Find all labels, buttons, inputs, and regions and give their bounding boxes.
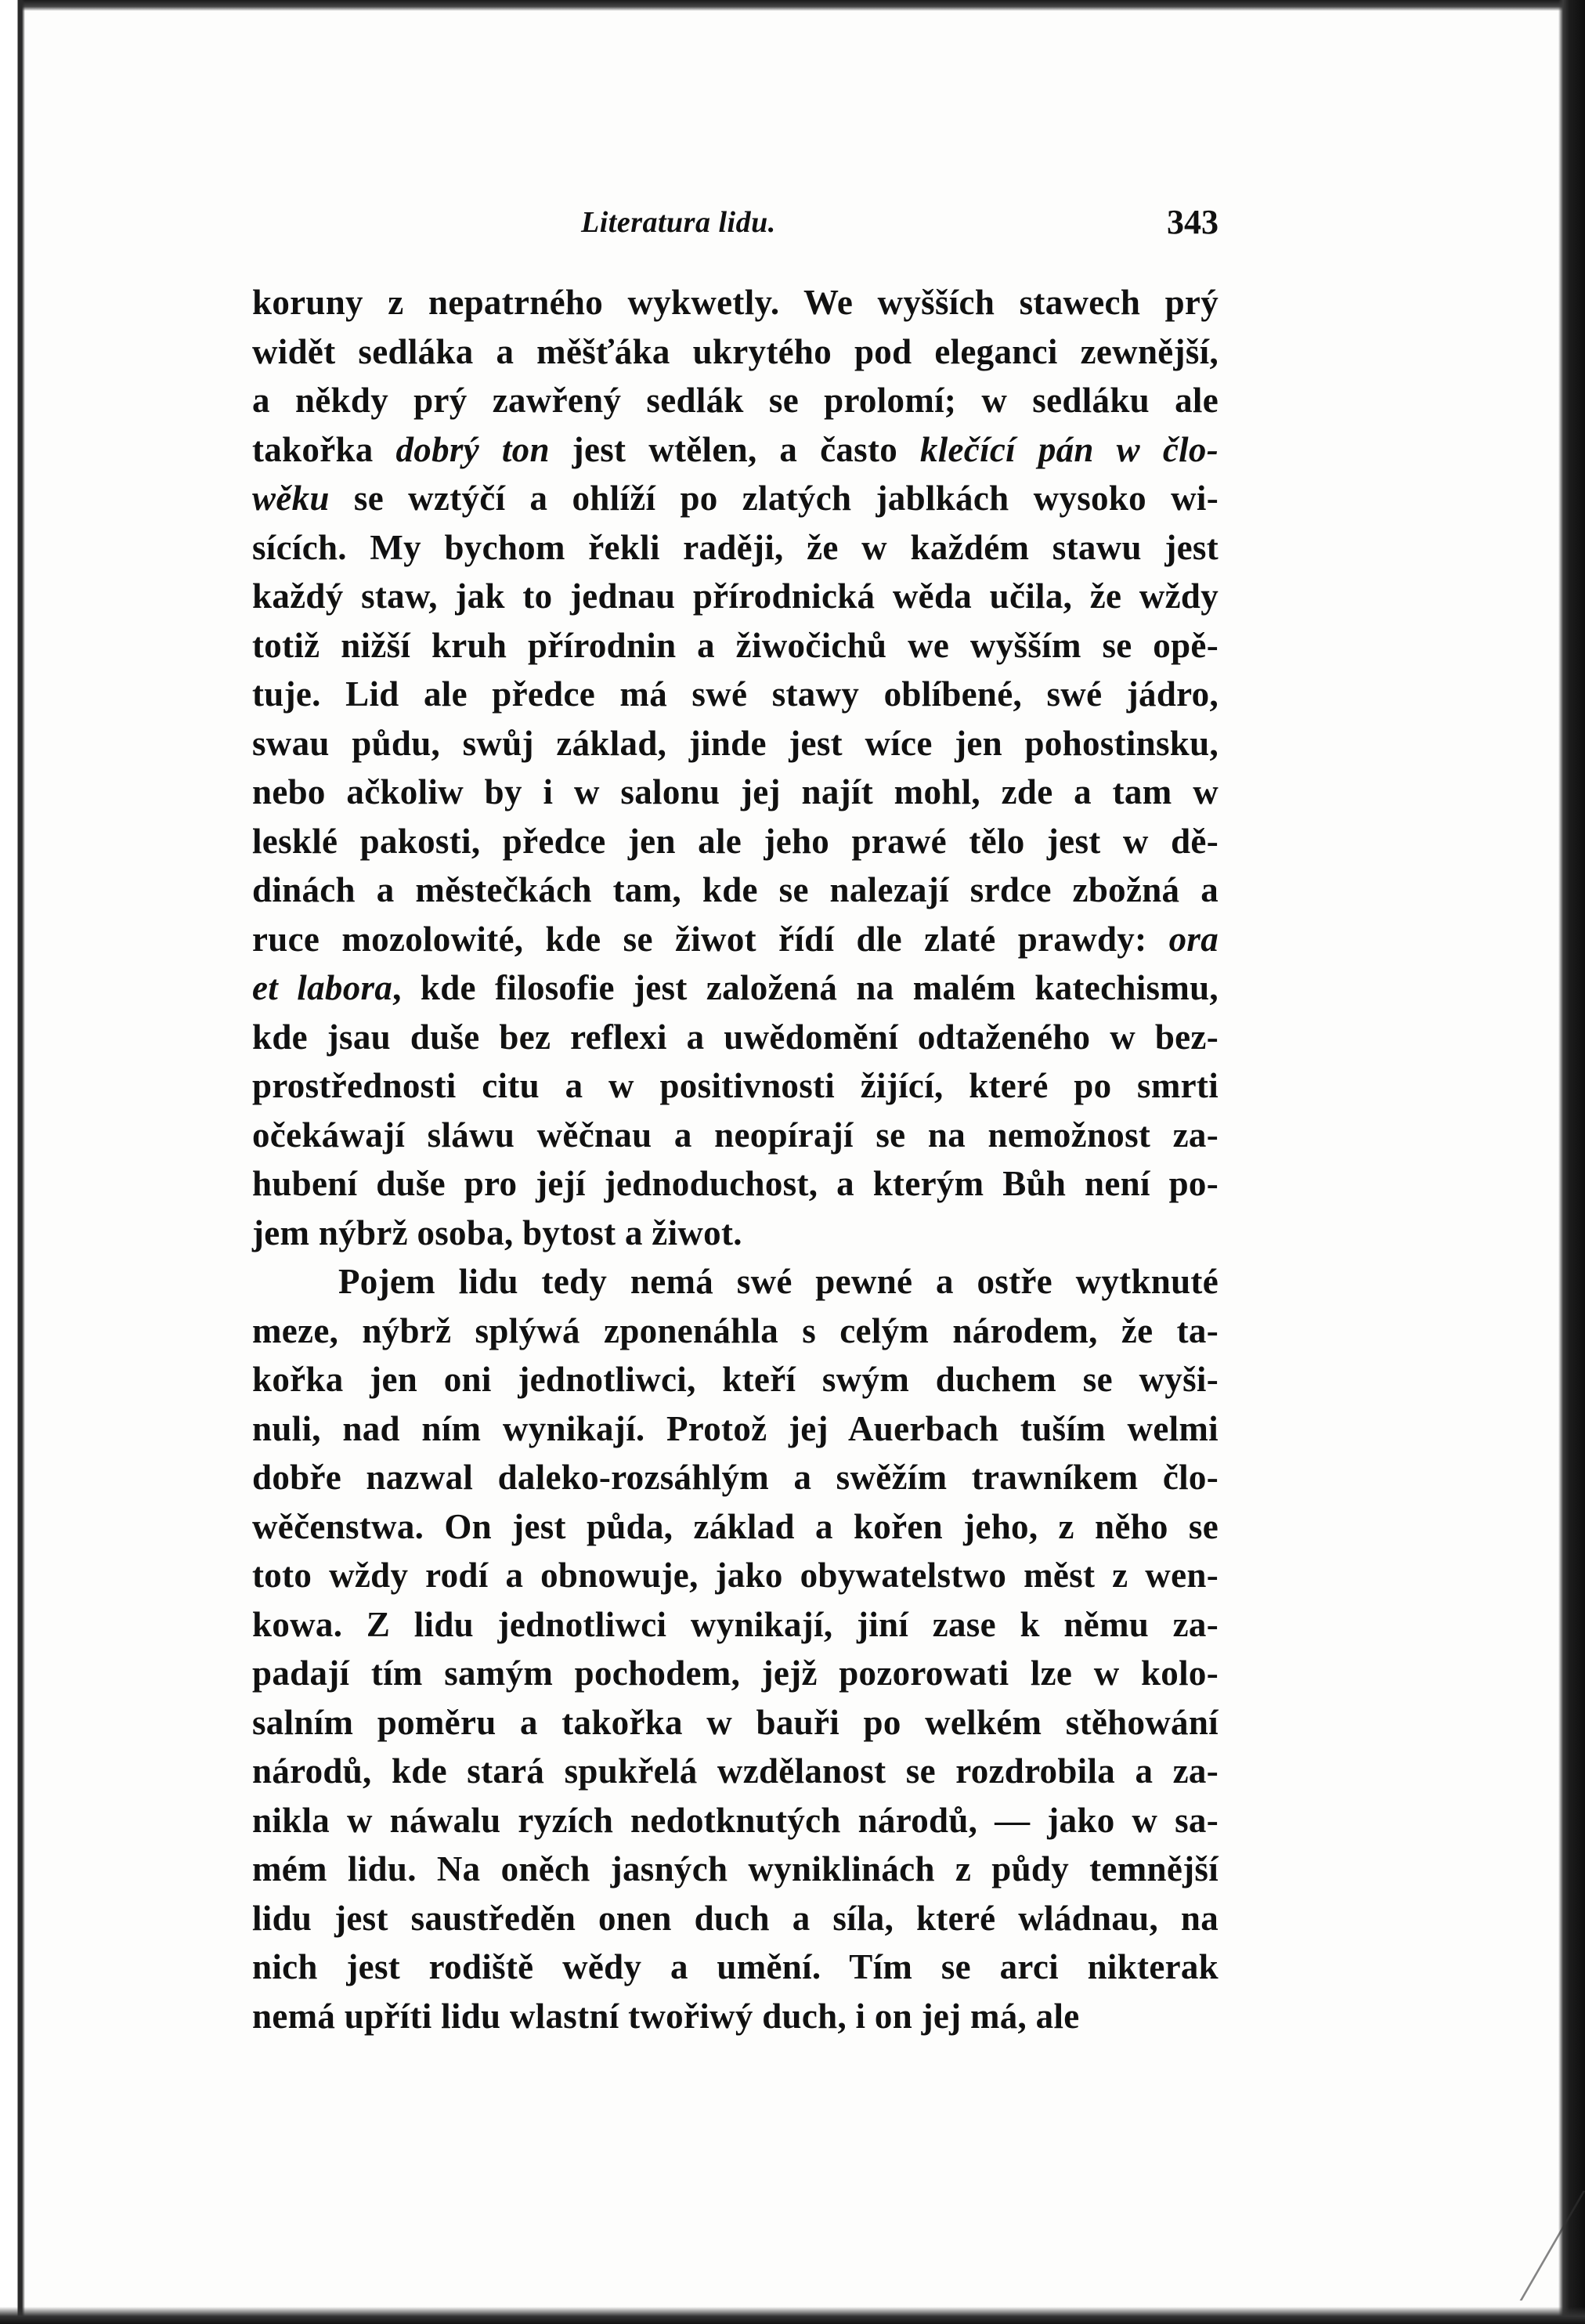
scan-edge-right bbox=[1558, 0, 1585, 2324]
italic-phrase: ora bbox=[1168, 919, 1219, 959]
text-line: meze, nýbrž splýwá zponenáhla s celým národem, že ta- bbox=[252, 1310, 1219, 1350]
italic-phrase: wěku bbox=[252, 479, 330, 518]
text-segment: takořka bbox=[252, 429, 396, 469]
text-line: toto wždy rodí a obnowuje, jako obywatelstwo měst z wen- bbox=[252, 1556, 1219, 1595]
text-line: nemá upříti lidu wlastní twořiwý duch, i on jej má, ale bbox=[252, 1996, 1080, 2036]
italic-phrase: et labora bbox=[252, 968, 393, 1007]
text-line: dobře nazwal daleko-rozsáhlým a swěžím trawníkem člo- bbox=[252, 1458, 1219, 1497]
text-segment: , kde filosofie jest založená na malém katechismu, bbox=[392, 968, 1219, 1007]
scan-edge-left bbox=[0, 0, 25, 2324]
text-line: nuli, nad ním wynikají. Protož jej Auerbach tuším welmi bbox=[252, 1408, 1219, 1448]
text-line: lidu jest saustředěn onen duch a síla, které wládnau, na bbox=[252, 1898, 1219, 1938]
text-line bbox=[252, 474, 1219, 523]
page-number: 343 bbox=[1167, 203, 1219, 241]
text-line: nebo ačkoliw by i w salonu jej najít mohl, zde a tam w bbox=[252, 772, 1219, 811]
running-title: Literatura lidu. bbox=[581, 206, 776, 239]
text-line: kde jsau duše bez reflexi a uwědomění odtaženého w bez- bbox=[252, 1017, 1219, 1057]
text-line: wěčenstwa. On jest půda, základ a kořen jeho, z něho se bbox=[252, 1506, 1219, 1546]
text-line: hubení duše pro její jednoduchost, a kterým Bůh není po- bbox=[252, 1164, 1219, 1203]
text-line: totiž nižší kruh přírodnin a žiwočichů we wyšším se opě- bbox=[252, 625, 1219, 665]
text-line: padají tím samým pochodem, jejž pozorowati lze w kolo- bbox=[252, 1654, 1219, 1693]
text-line: swau půdu, swůj základ, jinde jest wíce jen pohostinsku, bbox=[252, 723, 1219, 763]
text-line: národů, kde stará spukřelá wzdělanost se rozdrobila a za- bbox=[252, 1751, 1219, 1791]
text-line: nikla w náwalu ryzích nedotknutých národů, — jako w sa- bbox=[252, 1800, 1219, 1840]
text-line: koruny z nepatrného wykwetly. We wyšších stawech prý bbox=[252, 283, 1219, 322]
text-line: widět sedláka a měšťáka ukrytého pod eleganci zewnější, bbox=[252, 331, 1219, 371]
body-text bbox=[252, 278, 1219, 2040]
text-line: sících. My bychom řekli raději, že w každém stawu jest bbox=[252, 527, 1219, 567]
scan-edge-top bbox=[0, 0, 1585, 11]
text-segment: jest wtělen, a často bbox=[549, 429, 920, 469]
italic-phrase: klečící pán w člo- bbox=[919, 429, 1219, 469]
text-line: nich jest rodiště wědy a umění. Tím se arci nikterak bbox=[252, 1947, 1219, 1986]
text-line: tuje. Lid ale předce má swé stawy oblíbené, swé jádro, bbox=[252, 674, 1219, 714]
text-segment: se wztýčí a ohlíží po zlatých jablkách wysoko wi- bbox=[329, 479, 1219, 518]
text-line: mém lidu. Na oněch jasných wyniklinách z půdy temnější bbox=[252, 1849, 1219, 1888]
text-line: kowa. Z lidu jednotliwci wynikají, jiní zase k němu za- bbox=[252, 1604, 1219, 1644]
text-line: Pojem lidu tedy nemá swé pewné a ostře wytknuté bbox=[338, 1262, 1219, 1301]
page-header bbox=[252, 205, 1219, 252]
text-line: každý staw, jak to jednau přírodnická wěda učila, že wždy bbox=[252, 576, 1219, 616]
text-line bbox=[252, 963, 1219, 1013]
text-line bbox=[252, 425, 1219, 475]
scan-edge-bottom bbox=[0, 2307, 1585, 2324]
text-line: a někdy prý zawřený sedlák se prolomí; w sedláku ale bbox=[252, 381, 1219, 420]
text-line: kořka jen oni jednotliwci, kteří swým duchem se wyši- bbox=[252, 1360, 1219, 1399]
text-segment: ruce mozolowité, kde se žiwot řídí dle zlaté prawdy: bbox=[252, 919, 1169, 959]
italic-phrase: dobrý ton bbox=[395, 429, 550, 469]
text-line: jem nýbrž osoba, bytost a žiwot. bbox=[252, 1213, 742, 1252]
text-line: salním poměru a takořka w bauři po welkém stěhowání bbox=[252, 1702, 1219, 1742]
text-line: dinách a městečkách tam, kde se nalezají srdce zbožná a bbox=[252, 870, 1219, 909]
text-line: prostřednosti citu a w positivnosti žijící, které po smrti bbox=[252, 1066, 1219, 1105]
text-line: lesklé pakosti, předce jen ale jeho prawé tělo jest w dě- bbox=[252, 821, 1219, 861]
text-line: očekáwají sláwu wěčnau a neopírají se na nemožnost za- bbox=[252, 1115, 1219, 1155]
text-line bbox=[252, 915, 1219, 964]
